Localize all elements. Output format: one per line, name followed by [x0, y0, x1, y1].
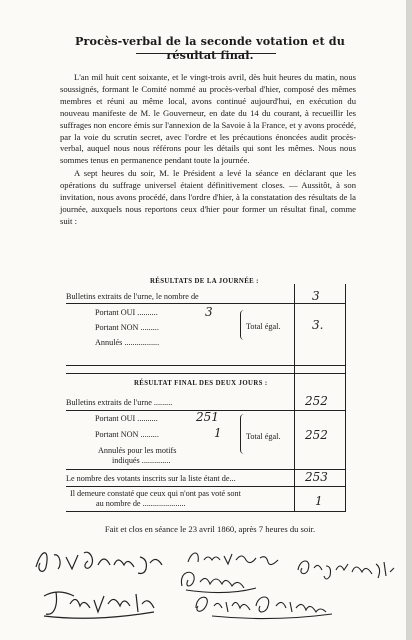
final-total-label: Total égal. [246, 432, 281, 441]
page-title: Procès-verbal de la seconde votation et du résultat final. [75, 34, 345, 62]
row-rule [66, 303, 345, 304]
closing-statement: Fait et clos en séance le 23 avril 1860, après 7 heures du soir. [104, 524, 316, 534]
final-annules-label-2: indiqués .............. [112, 456, 171, 465]
signature-3 [296, 556, 400, 584]
final-abstention-value: 1 [315, 494, 323, 508]
section-heading-final: RÉSULTAT FINAL DES DEUX JOURS : [134, 380, 268, 387]
signature-6 [192, 592, 342, 624]
final-abstention-label-1: Il demeure constaté que ceux qui n'ont pas voté sont [70, 489, 241, 498]
journee-extraits-value: 3 [312, 289, 320, 303]
paragraph-2: A sept heures du soir, M. le Président a levé la séance en déclarant que les opérations du suffrage universel étaient définitivement closes. — Aussitôt, à son invitation, nous avons procédé, dans l'ordre d'hier, à la constatation des résultats de la journée, auxquels nous reportons ceux d'hier pour former un résultat final, comme suit : [60, 168, 356, 226]
final-brace [240, 414, 244, 454]
value-column-right-rule [345, 284, 346, 512]
journee-annules-label: Annulés ................. [95, 338, 160, 347]
final-extraits-value: 252 [305, 394, 328, 408]
signature-5 [40, 586, 164, 624]
final-votants-value: 253 [305, 470, 328, 484]
final-oui-label: Portant OUI .......... [95, 414, 158, 423]
final-abstention-label-2: au nombre de ..................... [96, 499, 186, 508]
body-text [60, 72, 356, 228]
journee-total-label: Total égal. [246, 322, 281, 331]
journee-total-value: 3. [312, 318, 324, 332]
final-non-label: Portant NON ......... [95, 430, 159, 439]
row-rule [66, 469, 345, 470]
journee-oui-value: 3 [205, 305, 213, 319]
row-rule [66, 511, 345, 512]
title-underline [136, 53, 276, 54]
journee-non-label: Portant NON ......... [95, 323, 159, 332]
signature-1 [32, 545, 172, 579]
section-heading-journee: RÉSULTATS DE LA JOURNÉE : [150, 278, 259, 285]
journee-oui-label: Portant OUI .......... [95, 308, 158, 317]
final-total-value: 252 [305, 428, 328, 442]
final-non-value: 1 [214, 426, 222, 440]
row-rule [66, 410, 345, 411]
final-votants-label: Le nombre des votants inscrits sur la liste étant de... [66, 474, 236, 483]
journee-brace [240, 310, 244, 340]
row-rule [66, 365, 345, 366]
paragraph-1: L'an mil huit cent soixante, et le vingt-trois avril, dès huit heures du matin, nous soussignés, formant le Comité nommé au procès-verbal d'hier, composé des mêmes membres et réuni au même local, avons continué aujourd'hui, en exécution du nouveau manifeste de M. le Gouverneur, en date du 14 du courant, à recueillir les suffrages non encore émis sur l'annexion de la Savoie à la France, et y avons procédé, par la voie du scrutin secret, avec l'ordre et les précautions énoncées audit procès-verbal, auquel nous nous référons pour les détails qui sont les mêmes. Nous nous sommes tenus en permanence pendant toute la journée. [60, 72, 356, 166]
row-rule [66, 486, 345, 487]
final-oui-value: 251 [196, 410, 219, 424]
final-extraits-label: Bulletins extraits de l'urne ......... [66, 398, 173, 407]
value-column-left-rule [294, 284, 295, 512]
journee-extraits-label: Bulletins extraits de l'urne, le nombre de [66, 292, 199, 301]
final-annules-label-1: Annulés pour les motifs [98, 446, 177, 455]
row-rule [66, 373, 345, 374]
